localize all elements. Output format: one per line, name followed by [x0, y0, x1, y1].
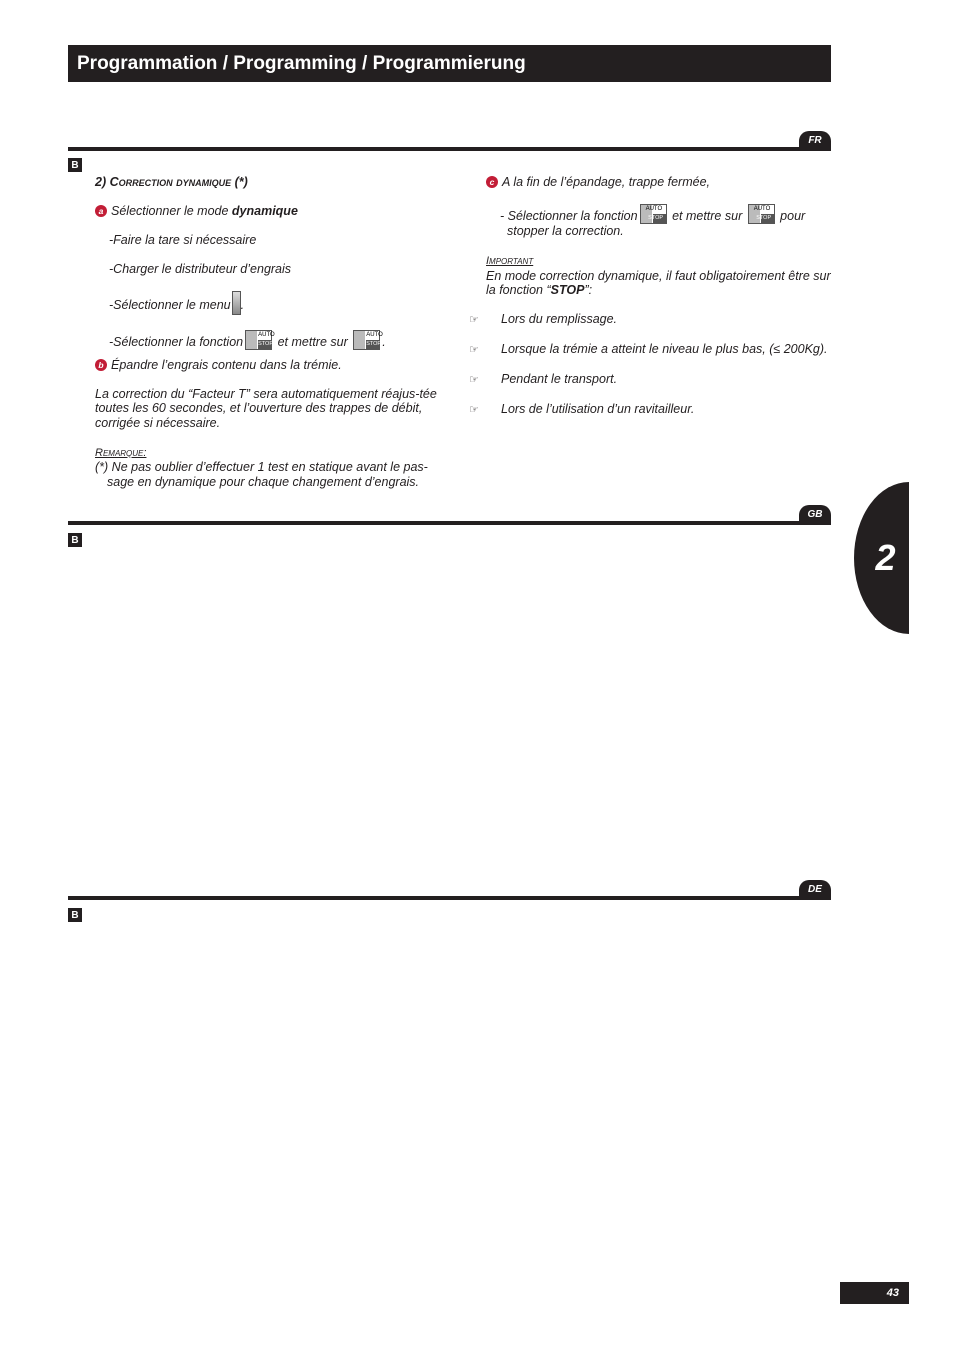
subtitle-main: Correction dynamique	[109, 175, 232, 189]
remarque-text: (*) Ne pas oublier d’effectuer 1 test en statique avant le pas-sage en dynamique pour chaque changement d’engrais.	[95, 460, 428, 489]
important-text: En mode correction dynamique, il faut obligatoirement être sur la fonction “STOP”:	[486, 268, 831, 297]
step-c-select: - Sélectionner la fonction AUTO STOP et mettre sur AUTO STOP pour stopper la correction.	[500, 206, 806, 238]
section-rule-de	[68, 896, 831, 900]
step-b: b Épandre l’engrais contenu dans la trémie.	[95, 358, 440, 373]
fr-right-column	[469, 175, 831, 418]
lang-badge-de: DE	[799, 880, 831, 899]
important-label: Important	[486, 255, 534, 267]
chapter-tab: 2	[854, 482, 909, 634]
pointing-hand-icon: ☞	[469, 344, 479, 356]
fr-left-column	[95, 175, 440, 489]
menu-icon	[232, 291, 241, 315]
step-c: c A la fin de l’épandage, trappe fermée,	[486, 175, 831, 190]
pointing-hand-icon: ☞	[469, 404, 479, 416]
lang-badge-gb: GB	[799, 505, 831, 524]
section-rule-gb	[68, 521, 831, 525]
section-marker-fr: B	[68, 158, 82, 172]
step-menu: -Sélectionner le menu .	[95, 291, 440, 315]
section-marker-de: B	[68, 908, 82, 922]
section-subtitle: 2) Correction dynamique (*)	[95, 175, 248, 189]
page-number: 43	[840, 1282, 909, 1304]
step-fonction: -Sélectionner la fonction AUTO STOP et mettre sur AUTO STOP .	[109, 331, 386, 349]
auto-stop-icon: AUTO STOP	[640, 204, 667, 224]
pointing-hand-icon: ☞	[469, 314, 479, 326]
auto-stop-icon: AUTO STOP	[748, 204, 775, 224]
correction-paragraph: La correction du “Facteur T” sera automatiquement réajus-tée toutes les 60 secondes, et l’ouverture des trappes de débit, corrigée si nécessaire.	[95, 386, 437, 430]
step-charger: -Charger le distributeur d’engrais	[109, 262, 292, 276]
auto-stop-icon: AUTO STOP	[245, 330, 272, 350]
step-a-badge: a	[95, 205, 107, 217]
step-tare: -Faire la tare si nécessaire	[109, 233, 257, 247]
page-header	[68, 45, 831, 82]
page-title: Programmation / Programming / Programmierung	[77, 52, 526, 74]
step-b-badge: b	[95, 359, 107, 371]
list-item: ☞ Lors du remplissage.	[469, 312, 618, 326]
pointing-hand-icon: ☞	[469, 374, 479, 386]
section-rule-fr	[68, 147, 831, 151]
step-a: a Sélectionner le mode dynamique	[95, 204, 440, 219]
lang-badge-fr: FR	[799, 131, 831, 150]
list-item: ☞ Pendant le transport.	[469, 372, 618, 386]
list-item: ☞ Lorsque la trémie a atteint le niveau le plus bas, (≤ 200Kg).	[469, 342, 828, 356]
step-c-badge: c	[486, 176, 498, 188]
section-marker-gb: B	[68, 533, 82, 547]
auto-stop-icon: AUTO STOP	[353, 330, 380, 350]
remarque-label: Remarque:	[95, 446, 147, 459]
list-item: ☞ Lors de l’utilisation d’un ravitailleur.	[469, 402, 695, 416]
